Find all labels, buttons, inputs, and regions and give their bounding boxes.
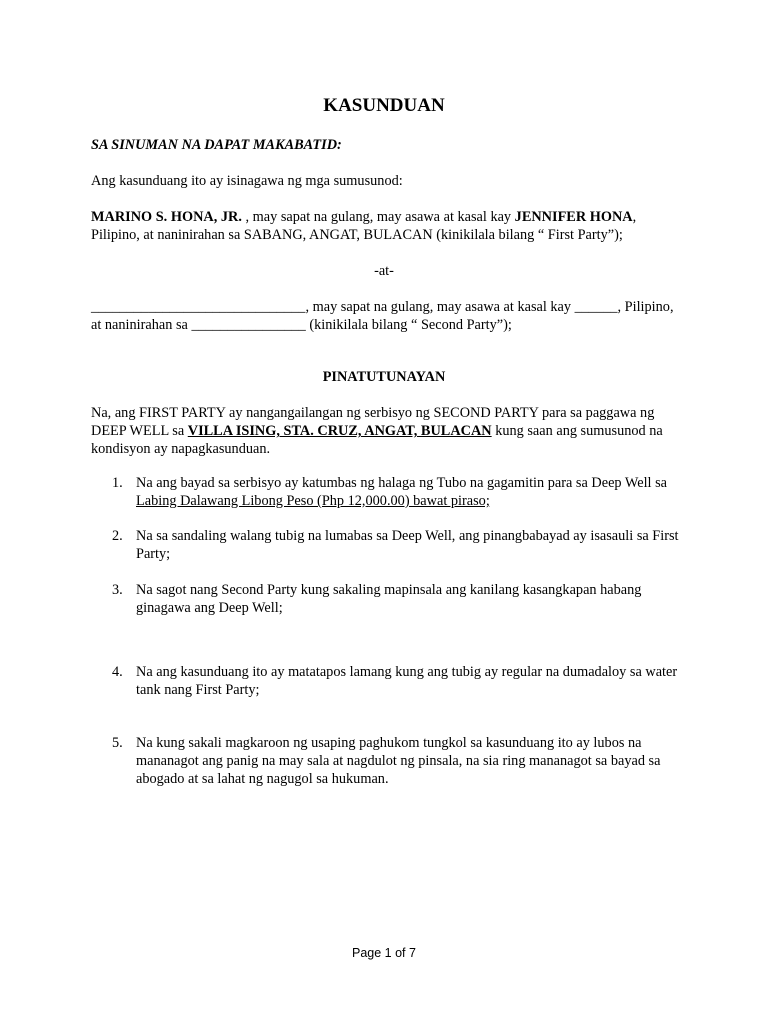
first-party-text-2: , Pilipino, at naninirahan sa SABANG, ANGAT, BULACAN (kinikilala bilang “ First Party”); — [91, 209, 637, 243]
section-subtitle: PINATUTUNAYAN — [322, 369, 446, 385]
page-number-footer: Page 1 of 7 — [352, 946, 416, 960]
first-party-spouse: JENNIFER HONA — [514, 209, 633, 225]
recital-text-1: Na, ang FIRST PARTY ay nangangailangan ng serbisyo ng SECOND PARTY para sa paggawa ng DEEP WELL sa — [91, 405, 655, 439]
condition-number: 4. — [112, 664, 123, 680]
condition-text: Na sa sandaling walang tubig na lumabas sa Deep Well, ang pinangbabayad ay isasauli sa First Party; — [136, 528, 679, 562]
condition-text — [136, 474, 682, 510]
first-party-paragraph — [91, 208, 681, 244]
intro-paragraph: Ang kasunduang ito ay isinagawa ng mga sumusunod: — [91, 173, 403, 189]
second-party-address-blank: ________________ — [191, 317, 306, 333]
second-party-name-blank: ______________________________ — [91, 299, 306, 315]
condition-text: Na sagot nang Second Party kung sakaling mapinsala ang kanilang kasangkapan habang ginagawa ang Deep Well; — [136, 582, 642, 616]
condition-number: 3. — [112, 582, 123, 598]
second-party-text-2: , Pilipino, at naninirahan sa — [91, 299, 674, 333]
condition-number: 1. — [112, 475, 123, 491]
recital-text-2: kung saan ang sumusunod na kondisyon ay napagkasunduan. — [91, 423, 663, 457]
first-party-text-1: , may sapat na gulang, may asawa at kasal kay — [241, 209, 515, 225]
condition-price: Labing Dalawang Libong Peso (Php 12,000.00) bawat piraso; — [136, 493, 490, 509]
second-party-text-3: (kinikilala bilang “ Second Party”); — [305, 317, 512, 333]
condition-text: Na ang kasunduang ito ay matatapos lamang kung ang tubig ay regular na dumadaloy sa water tank nang First Party; — [136, 664, 678, 698]
second-party-spouse-blank: ______ — [574, 299, 618, 315]
condition-text: Na kung sakali magkaroon ng usaping paghukom tungkol sa kasunduang ito ay lubos na mananagot ang panig na may sala at nagdulot ng pinsala, na sia ring mananagot sa bayad sa abogado at sa lahat ng nagugol sa hukuman. — [136, 735, 661, 787]
second-party-text-1: , may sapat na gulang, may asawa at kasal kay — [305, 299, 575, 315]
first-party-name: MARINO S. HONA, JR. — [91, 209, 242, 225]
condition-number: 2. — [112, 528, 123, 544]
addressee-line: SA SINUMAN NA DAPAT MAKABATID: — [91, 137, 342, 153]
recital-paragraph — [91, 404, 681, 458]
condition-text-plain: Na ang bayad sa serbisyo ay katumbas ng halaga ng Tubo na gagamitin para sa Deep Well sa — [136, 475, 668, 491]
party-separator: -at- — [374, 263, 394, 279]
condition-number: 5. — [112, 735, 123, 751]
second-party-paragraph — [91, 298, 681, 334]
recital-location: VILLA ISING, STA. CRUZ, ANGAT, BULACAN — [187, 423, 492, 439]
document-title: KASUNDUAN — [323, 95, 445, 116]
